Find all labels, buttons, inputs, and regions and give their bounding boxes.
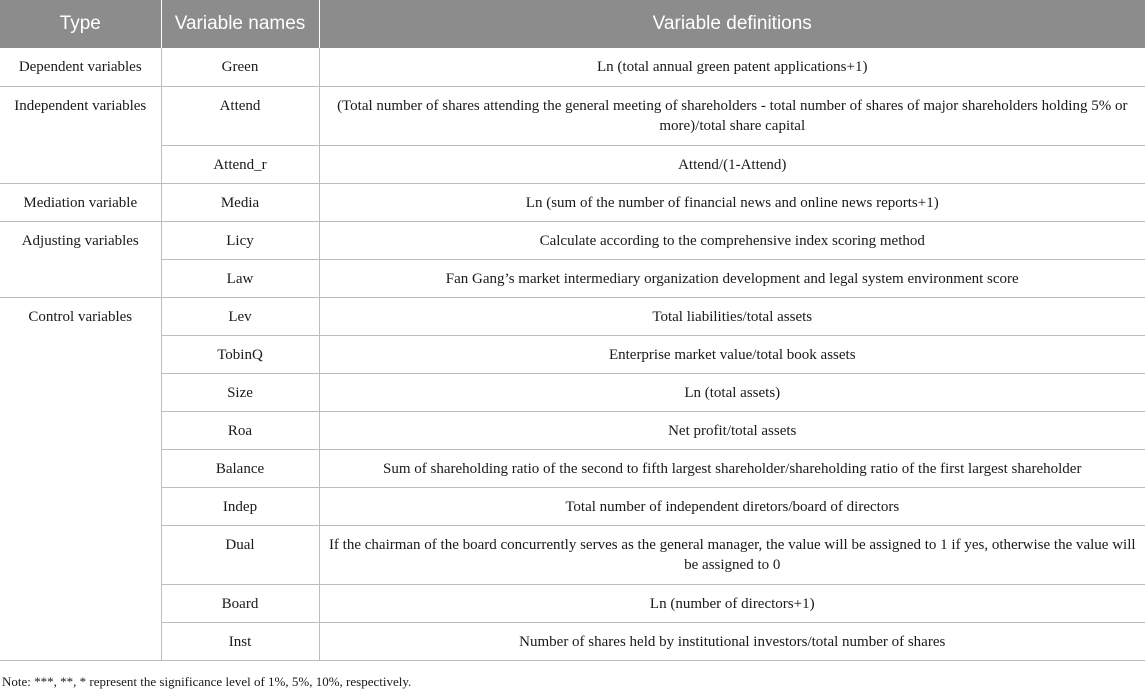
header-type: Type [0,0,161,48]
variable-definition-cell: If the chairman of the board concurrently serves as the general manager, the value will be assigned to 1 if yes, otherwise the value will be assigned to 0 [319,525,1145,584]
header-variable-definitions: Variable definitions [319,0,1145,48]
variable-definition-cell: Ln (total annual green patent applications+1) [319,48,1145,86]
variable-name-cell: Green [161,48,319,86]
variable-definition-cell: Number of shares held by institutional investors/total number of shares [319,622,1145,660]
type-cell: Mediation variable [0,183,161,221]
variable-definition-cell: Attend/(1-Attend) [319,145,1145,183]
table-row [0,487,1145,525]
type-cell: Independent variables [0,86,161,183]
variable-definition-cell: Total liabilities/total assets [319,297,1145,335]
type-cell: Control variables [0,297,161,660]
variable-name-cell: Inst [161,622,319,660]
table-row [0,335,1145,373]
variable-name-cell: Licy [161,221,319,259]
variable-name-cell: TobinQ [161,335,319,373]
variable-name-cell: Board [161,584,319,622]
variable-definition-cell: Fan Gang’s market intermediary organization development and legal system environment score [319,259,1145,297]
variable-definition-cell: Enterprise market value/total book assets [319,335,1145,373]
header-row [0,0,1145,48]
variable-name-cell: Indep [161,487,319,525]
variable-definition-cell: Ln (total assets) [319,373,1145,411]
variable-name-cell: Balance [161,449,319,487]
variable-definition-cell: Total number of independent diretors/board of directors [319,487,1145,525]
type-cell: Dependent variables [0,48,161,86]
variable-definition-cell: Ln (sum of the number of financial news and online news reports+1) [319,183,1145,221]
variable-name-cell: Attend [161,86,319,145]
table-row [0,622,1145,660]
variable-name-cell: Dual [161,525,319,584]
table-row [0,221,1145,259]
variable-name-cell: Law [161,259,319,297]
variable-name-cell: Roa [161,411,319,449]
table-header [0,0,1145,48]
table-row [0,183,1145,221]
table-row [0,297,1145,335]
table-row [0,525,1145,584]
table-row [0,259,1145,297]
variable-definition-cell: Ln (number of directors+1) [319,584,1145,622]
variable-name-cell: Lev [161,297,319,335]
header-variable-names: Variable names [161,0,319,48]
table-row [0,86,1145,145]
variable-name-cell: Attend_r [161,145,319,183]
variable-definition-cell: Calculate according to the comprehensive index scoring method [319,221,1145,259]
variable-definition-cell: Net profit/total assets [319,411,1145,449]
variable-definition-cell: Sum of shareholding ratio of the second to fifth largest shareholder/shareholding ratio of the first largest shareholder [319,449,1145,487]
variable-definition-cell: (Total number of shares attending the general meeting of shareholders - total number of shares of major shareholders holding 5% or more)/total share capital [319,86,1145,145]
variable-name-cell: Size [161,373,319,411]
table-row [0,373,1145,411]
table-row [0,449,1145,487]
table-row [0,584,1145,622]
table-row [0,48,1145,86]
table-row [0,145,1145,183]
table-body [0,48,1145,660]
type-cell: Adjusting variables [0,221,161,297]
table-row [0,411,1145,449]
variable-name-cell: Media [161,183,319,221]
table-note: Note: ***, **, * represent the significance level of 1%, 5%, 10%, respectively. [2,674,412,689]
